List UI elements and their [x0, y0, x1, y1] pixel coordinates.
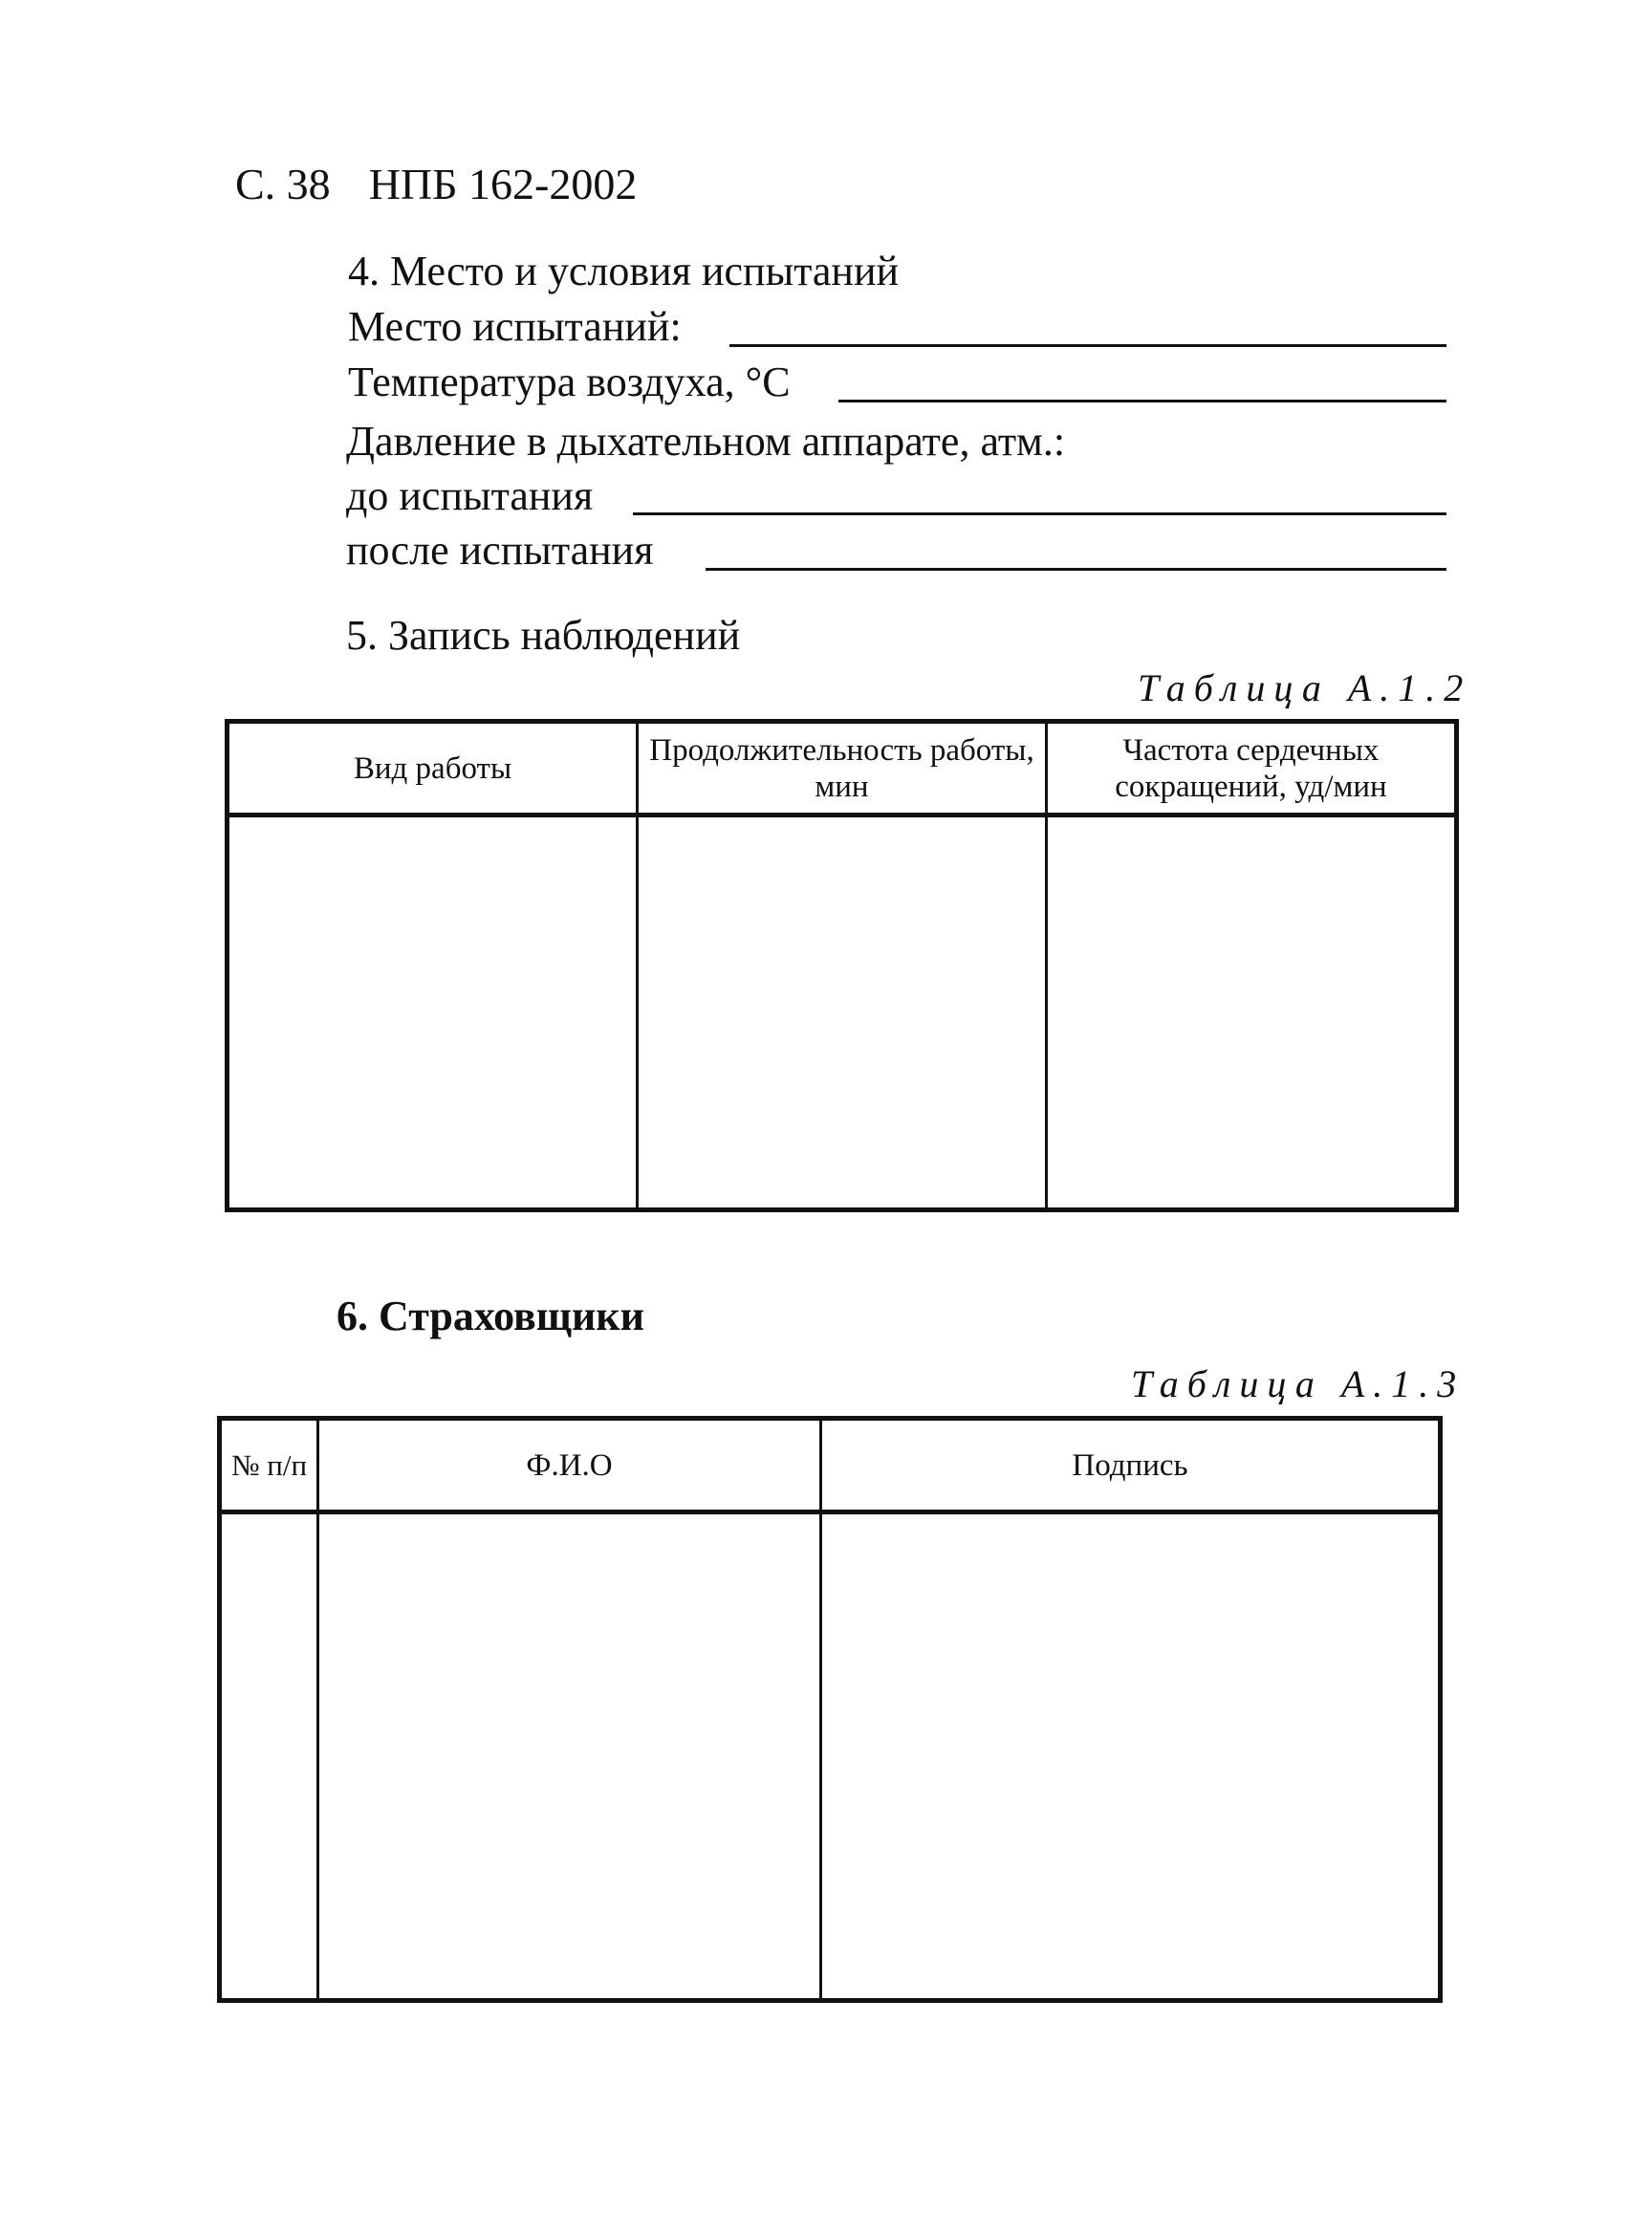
- section-5-title: 5. Запись наблюдений: [346, 612, 741, 659]
- temperature-fill-line: [838, 400, 1446, 402]
- signature-cell: [821, 1512, 1441, 2001]
- table-a13-caption: Таблица А.1.3: [1131, 1362, 1466, 1405]
- place-fill-line: [729, 344, 1446, 347]
- page-number: С. 38: [235, 160, 331, 208]
- insurers-table: [217, 1416, 1443, 2003]
- column-header-signature: Подпись: [821, 1419, 1441, 1512]
- after-test-label: после испытания: [346, 527, 654, 574]
- section-4-title: 4. Место и условия испытаний: [348, 248, 900, 294]
- row-number-cell: [220, 1512, 318, 2001]
- heart-rate-cell: [1047, 815, 1457, 1210]
- pressure-label: Давление в дыхательном аппарате, атм.:: [346, 418, 1066, 465]
- column-header-row-number: № п/п: [220, 1419, 318, 1512]
- section-6-title: 6. Страховщики: [337, 1293, 645, 1339]
- before-test-fill-line: [633, 512, 1446, 515]
- document-code: НПБ 162-2002: [368, 160, 638, 208]
- place-label: Место испытаний:: [348, 303, 682, 350]
- column-header-full-name: Ф.И.О: [318, 1419, 821, 1512]
- duration-cell: [638, 815, 1047, 1210]
- before-test-label: до испытания: [346, 472, 594, 519]
- page-header: [235, 160, 638, 208]
- temperature-label: Температура воздуха, °С: [348, 359, 791, 405]
- table-a12-caption: Таблица А.1.2: [1138, 666, 1472, 709]
- column-header-heart-rate: Частота сердечных сокращений, уд/мин: [1047, 722, 1457, 815]
- after-test-fill-line: [706, 568, 1446, 571]
- full-name-cell: [318, 1512, 821, 2001]
- column-header-work-type: Вид работы: [228, 722, 638, 815]
- column-header-duration: Продолжительность работы, мин: [638, 722, 1047, 815]
- observations-table: [225, 719, 1459, 1212]
- work-type-cell: [228, 815, 638, 1210]
